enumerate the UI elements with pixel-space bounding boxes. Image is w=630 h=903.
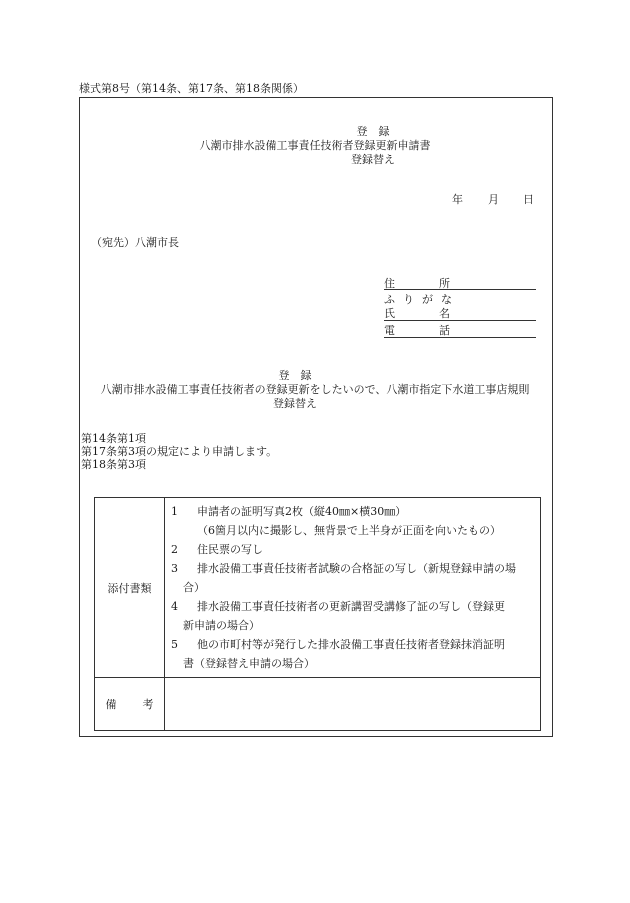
address-label: 住所 [384, 277, 494, 290]
attachment-item-4: 4 排水設備工事責任技術者の更新講習受講修了証の写し（登録更 [171, 600, 505, 613]
attachment-item-3: 3 排水設備工事責任技術者試験の合格証の写し（新規登録申請の場 [171, 562, 516, 575]
phone-underline [384, 337, 536, 338]
body-line2: 八潮市排水設備工事責任技術者の登録更新をしたいので、八潮市指定下水道工事店規則 [100, 383, 530, 396]
title [0, 125, 630, 167]
attachment-item-5: 5 他の市町村等が発行した排水設備工事責任技術者登録抹消証明 [171, 638, 505, 651]
attachments-row [95, 498, 541, 678]
attachment-item-4-cont: 新申請の場合） [183, 619, 260, 632]
body-line3: 登録替え [273, 397, 317, 410]
remarks-row [95, 678, 541, 731]
date-day: 日 [523, 193, 534, 206]
date-month: 月 [488, 193, 499, 206]
body-line1: 登 録 [278, 369, 312, 382]
article-line1: 第14条第1項 [81, 432, 146, 445]
remarks-label-a: 備 [105, 698, 117, 711]
name-label: 氏名 [384, 307, 494, 320]
form-number: 様式第8号（第14条、第17条、第18条関係） [79, 82, 304, 95]
attachment-item-3-cont: 合） [183, 581, 205, 594]
title-line3: 登録替え [351, 153, 395, 166]
furigana-label: ふりがな [384, 293, 460, 306]
title-line2: 八潮市排水設備工事責任技術者登録更新申請書 [199, 139, 431, 152]
name-underline [384, 320, 536, 321]
title-line1: 登 録 [356, 125, 390, 138]
remarks-label-b: 考 [142, 698, 154, 711]
remarks-field[interactable] [165, 678, 541, 731]
attachments-header: 添付書類 [95, 498, 165, 678]
remarks-header [95, 678, 165, 731]
attachment-item-2: 2 住民票の写し [171, 543, 263, 556]
attachments-list [165, 498, 541, 678]
article-line2: 第17条第3項の規定により申請します。 [81, 445, 278, 458]
attachment-item-1: 1 申請者の証明写真2枚（縦40㎜×横30㎜） [171, 505, 407, 518]
address-underline [384, 289, 536, 290]
article-line3: 第18条第3項 [81, 458, 146, 471]
phone-label: 電話 [384, 324, 494, 337]
addressee: （宛先）八潮市長 [91, 236, 179, 249]
attachments-table [94, 497, 541, 731]
body-text [0, 369, 630, 411]
date-year: 年 [452, 193, 463, 206]
attachment-item-5-cont: 書（登録替え申請の場合） [183, 657, 315, 670]
attachment-item-1-cont: （6箇月以内に撮影し、無背景で上半身が正面を向いたもの） [197, 524, 501, 537]
